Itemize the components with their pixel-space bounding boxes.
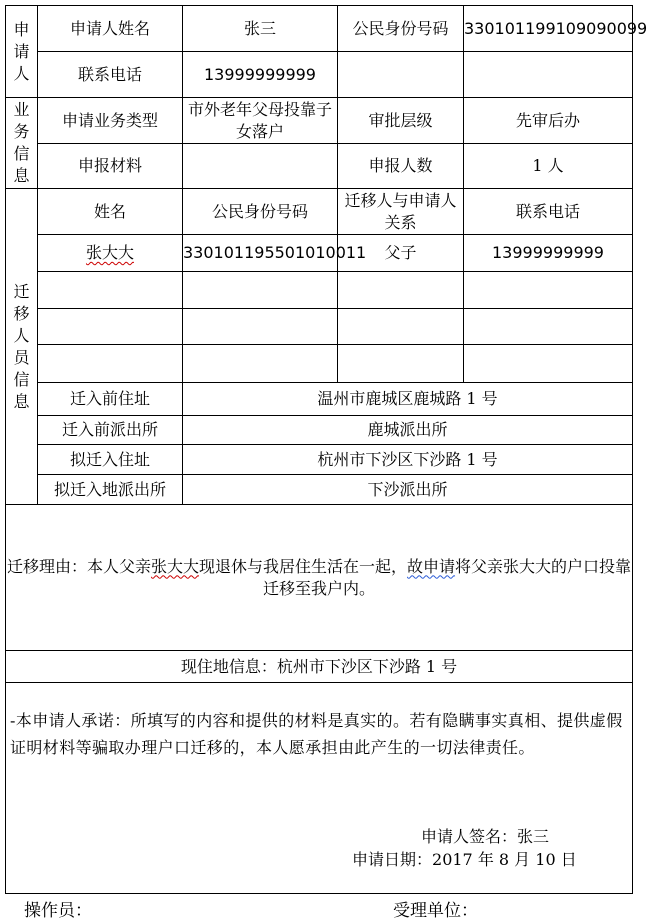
section-business: 业 务 信 息: [6, 98, 38, 189]
operator-label: 操作员：: [24, 901, 92, 921]
date-line: 申请日期：2017 年 8 月 10 日: [352, 850, 577, 869]
mover-name: [38, 272, 183, 309]
mover-phone: [464, 272, 633, 309]
table-row: [6, 309, 633, 345]
mover-relation: 父子: [338, 235, 464, 272]
materials-value: [183, 144, 338, 189]
signature: 张三: [517, 827, 550, 846]
mover-phone: 13999999999: [464, 235, 633, 272]
mover-header-name: 姓名: [38, 189, 183, 235]
from-station-label: 迁入前派出所: [38, 416, 183, 445]
business-type: 市外老年父母投靠子女落户: [183, 98, 338, 144]
empty-cell: [464, 52, 633, 98]
applicant-id: 330101199109090099: [464, 6, 633, 52]
applicant-name: 张三: [183, 6, 338, 52]
applicant-name-label: 申请人姓名: [38, 6, 183, 52]
application-form: [5, 5, 647, 894]
mover-name: 张大大: [38, 235, 183, 272]
mover-name: [38, 345, 183, 383]
applicant-phone: 13999999999: [183, 52, 338, 98]
pledge-text: -本申请人承诺：所填写的内容和提供的材料是真实的。若有隐瞒事实真相、提供虚假证明材料等骗取办理户口迁移的，本人愿承担由此产生的一切法律责任。: [10, 711, 623, 757]
applicant-phone-label: 联系电话: [38, 52, 183, 98]
mover-relation: [338, 272, 464, 309]
materials-label: 申报材料: [38, 144, 183, 189]
unit-label: 受理单位：: [393, 901, 478, 921]
mover-id: [183, 345, 338, 383]
applicant-id-label: 公民身份号码: [338, 6, 464, 52]
table-row: [6, 235, 633, 272]
approval-level-label: 审批层级: [338, 98, 464, 144]
section-mover: 迁 移 人 员 信 息: [6, 189, 38, 505]
from-address-label: 迁入前住址: [38, 383, 183, 416]
residence-block: 现住地信息：杭州市下沙区下沙路 1 号: [6, 651, 633, 683]
section-applicant: 申 请 人: [6, 6, 38, 98]
mover-relation: [338, 345, 464, 383]
mover-name: [38, 309, 183, 345]
approval-level: 先审后办: [464, 98, 633, 144]
empty-cell: [338, 52, 464, 98]
mover-relation: [338, 309, 464, 345]
to-station-label: 拟迁入地派出所: [38, 475, 183, 505]
reason-block: 迁移理由：本人父亲张大大现退休与我居住生活在一起，故申请将父亲张大大的户口投靠迁移至我户内。: [6, 505, 633, 651]
mover-phone: [464, 309, 633, 345]
count-label: 申报人数: [338, 144, 464, 189]
table-row: [6, 345, 633, 383]
signature-line: 申请人签名：张三: [421, 827, 550, 846]
to-station: 下沙派出所: [183, 475, 633, 505]
mover-header-relation: 迁移人与申请人关系: [338, 189, 464, 235]
from-address: 温州市鹿城区鹿城路 1 号: [183, 383, 633, 416]
table-row: [6, 272, 633, 309]
mover-id: [183, 272, 338, 309]
mover-header-phone: 联系电话: [464, 189, 633, 235]
mover-id: [183, 309, 338, 345]
business-type-label: 申请业务类型: [38, 98, 183, 144]
to-address: 杭州市下沙区下沙路 1 号: [183, 445, 633, 475]
application-date: 2017 年 8 月 10 日: [432, 850, 577, 869]
mover-header-id: 公民身份号码: [183, 189, 338, 235]
mover-id: 330101195501010011: [183, 235, 338, 272]
count-value: 1 人: [464, 144, 633, 189]
from-station: 鹿城派出所: [183, 416, 633, 445]
mover-phone: [464, 345, 633, 383]
to-address-label: 拟迁入住址: [38, 445, 183, 475]
